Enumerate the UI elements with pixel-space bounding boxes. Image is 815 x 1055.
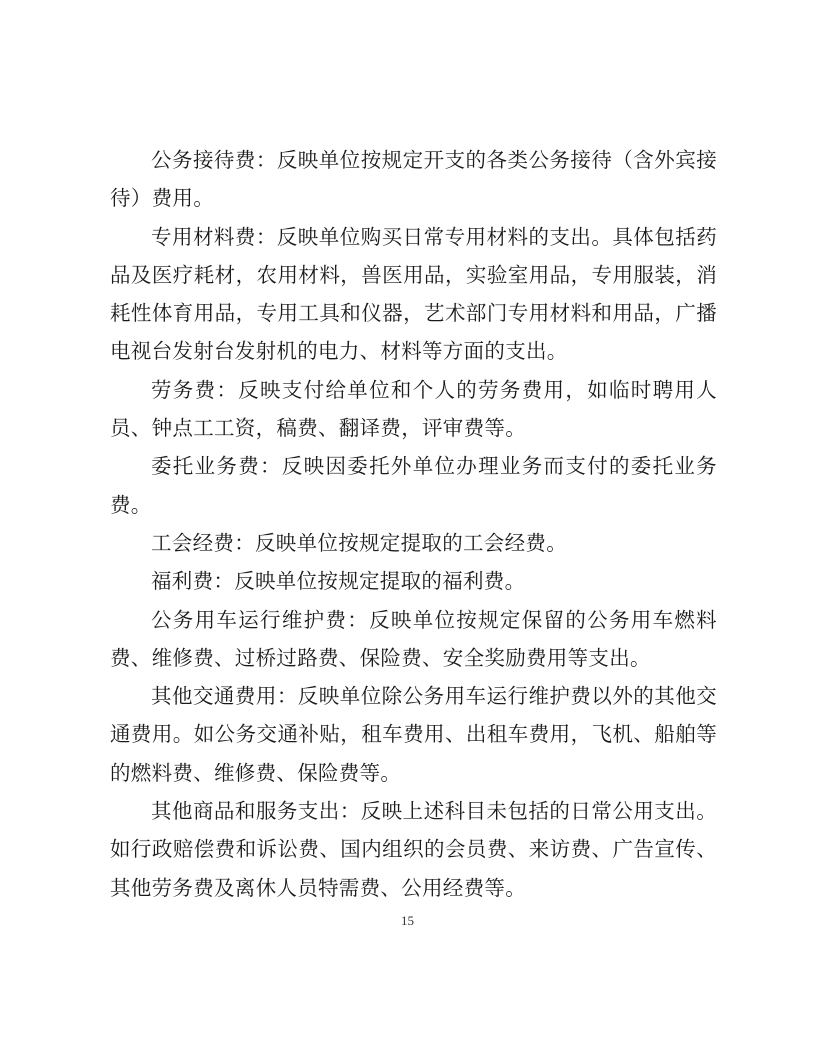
paragraph-labor-fee: 劳务费：反映支付给单位和个人的劳务费用，如临时聘用人员、钟点工工资，稿费、翻译费，评审费等。 <box>110 377 717 441</box>
paragraph-commission-fee: 委托业务费：反映因委托外单位办理业务而支付的委托业务费。 <box>110 454 717 517</box>
document-body <box>110 141 717 907</box>
page-number: 15 <box>401 913 414 928</box>
paragraph-union-fee: 工会经费：反映单位按规定提取的工会经费。 <box>151 530 567 555</box>
paragraph-vehicle-maintenance-fee: 公务用车运行维护费：反映单位按规定保留的公务用车燃料费、维修费、过桥过路费、保险费、安全奖励费用等支出。 <box>110 607 717 670</box>
paragraph-other-transport-fee: 其他交通费用：反映单位除公务用车运行维护费以外的其他交通费用。如公务交通补贴，租车费用、出租车费用，飞机、船舶等的燃料费、维修费、保险费等。 <box>110 684 717 785</box>
paragraph-other-goods-services: 其他商品和服务支出：反映上述科目未包括的日常公用支出。如行政赔偿费和诉讼费、国内组织的会员费、来访费、广告宣传、其他劳务费及离休人员特需费、公用经费等。 <box>110 799 717 900</box>
paragraph-special-materials-fee: 专用材料费：反映单位购买日常专用材料的支出。具体包括药品及医疗耗材，农用材料，兽医用品，实验室用品，专用服装，消耗性体育用品，专用工具和仪器，艺术部门专用材料和用品，广播电视台发射台发射机的电力、材料等方面的支出。 <box>110 224 717 364</box>
paragraph-reception-fee: 公务接待费：反映单位按规定开支的各类公务接待（含外宾接待）费用。 <box>110 148 717 211</box>
paragraph-welfare-fee: 福利费：反映单位按规定提取的福利费。 <box>151 569 526 594</box>
